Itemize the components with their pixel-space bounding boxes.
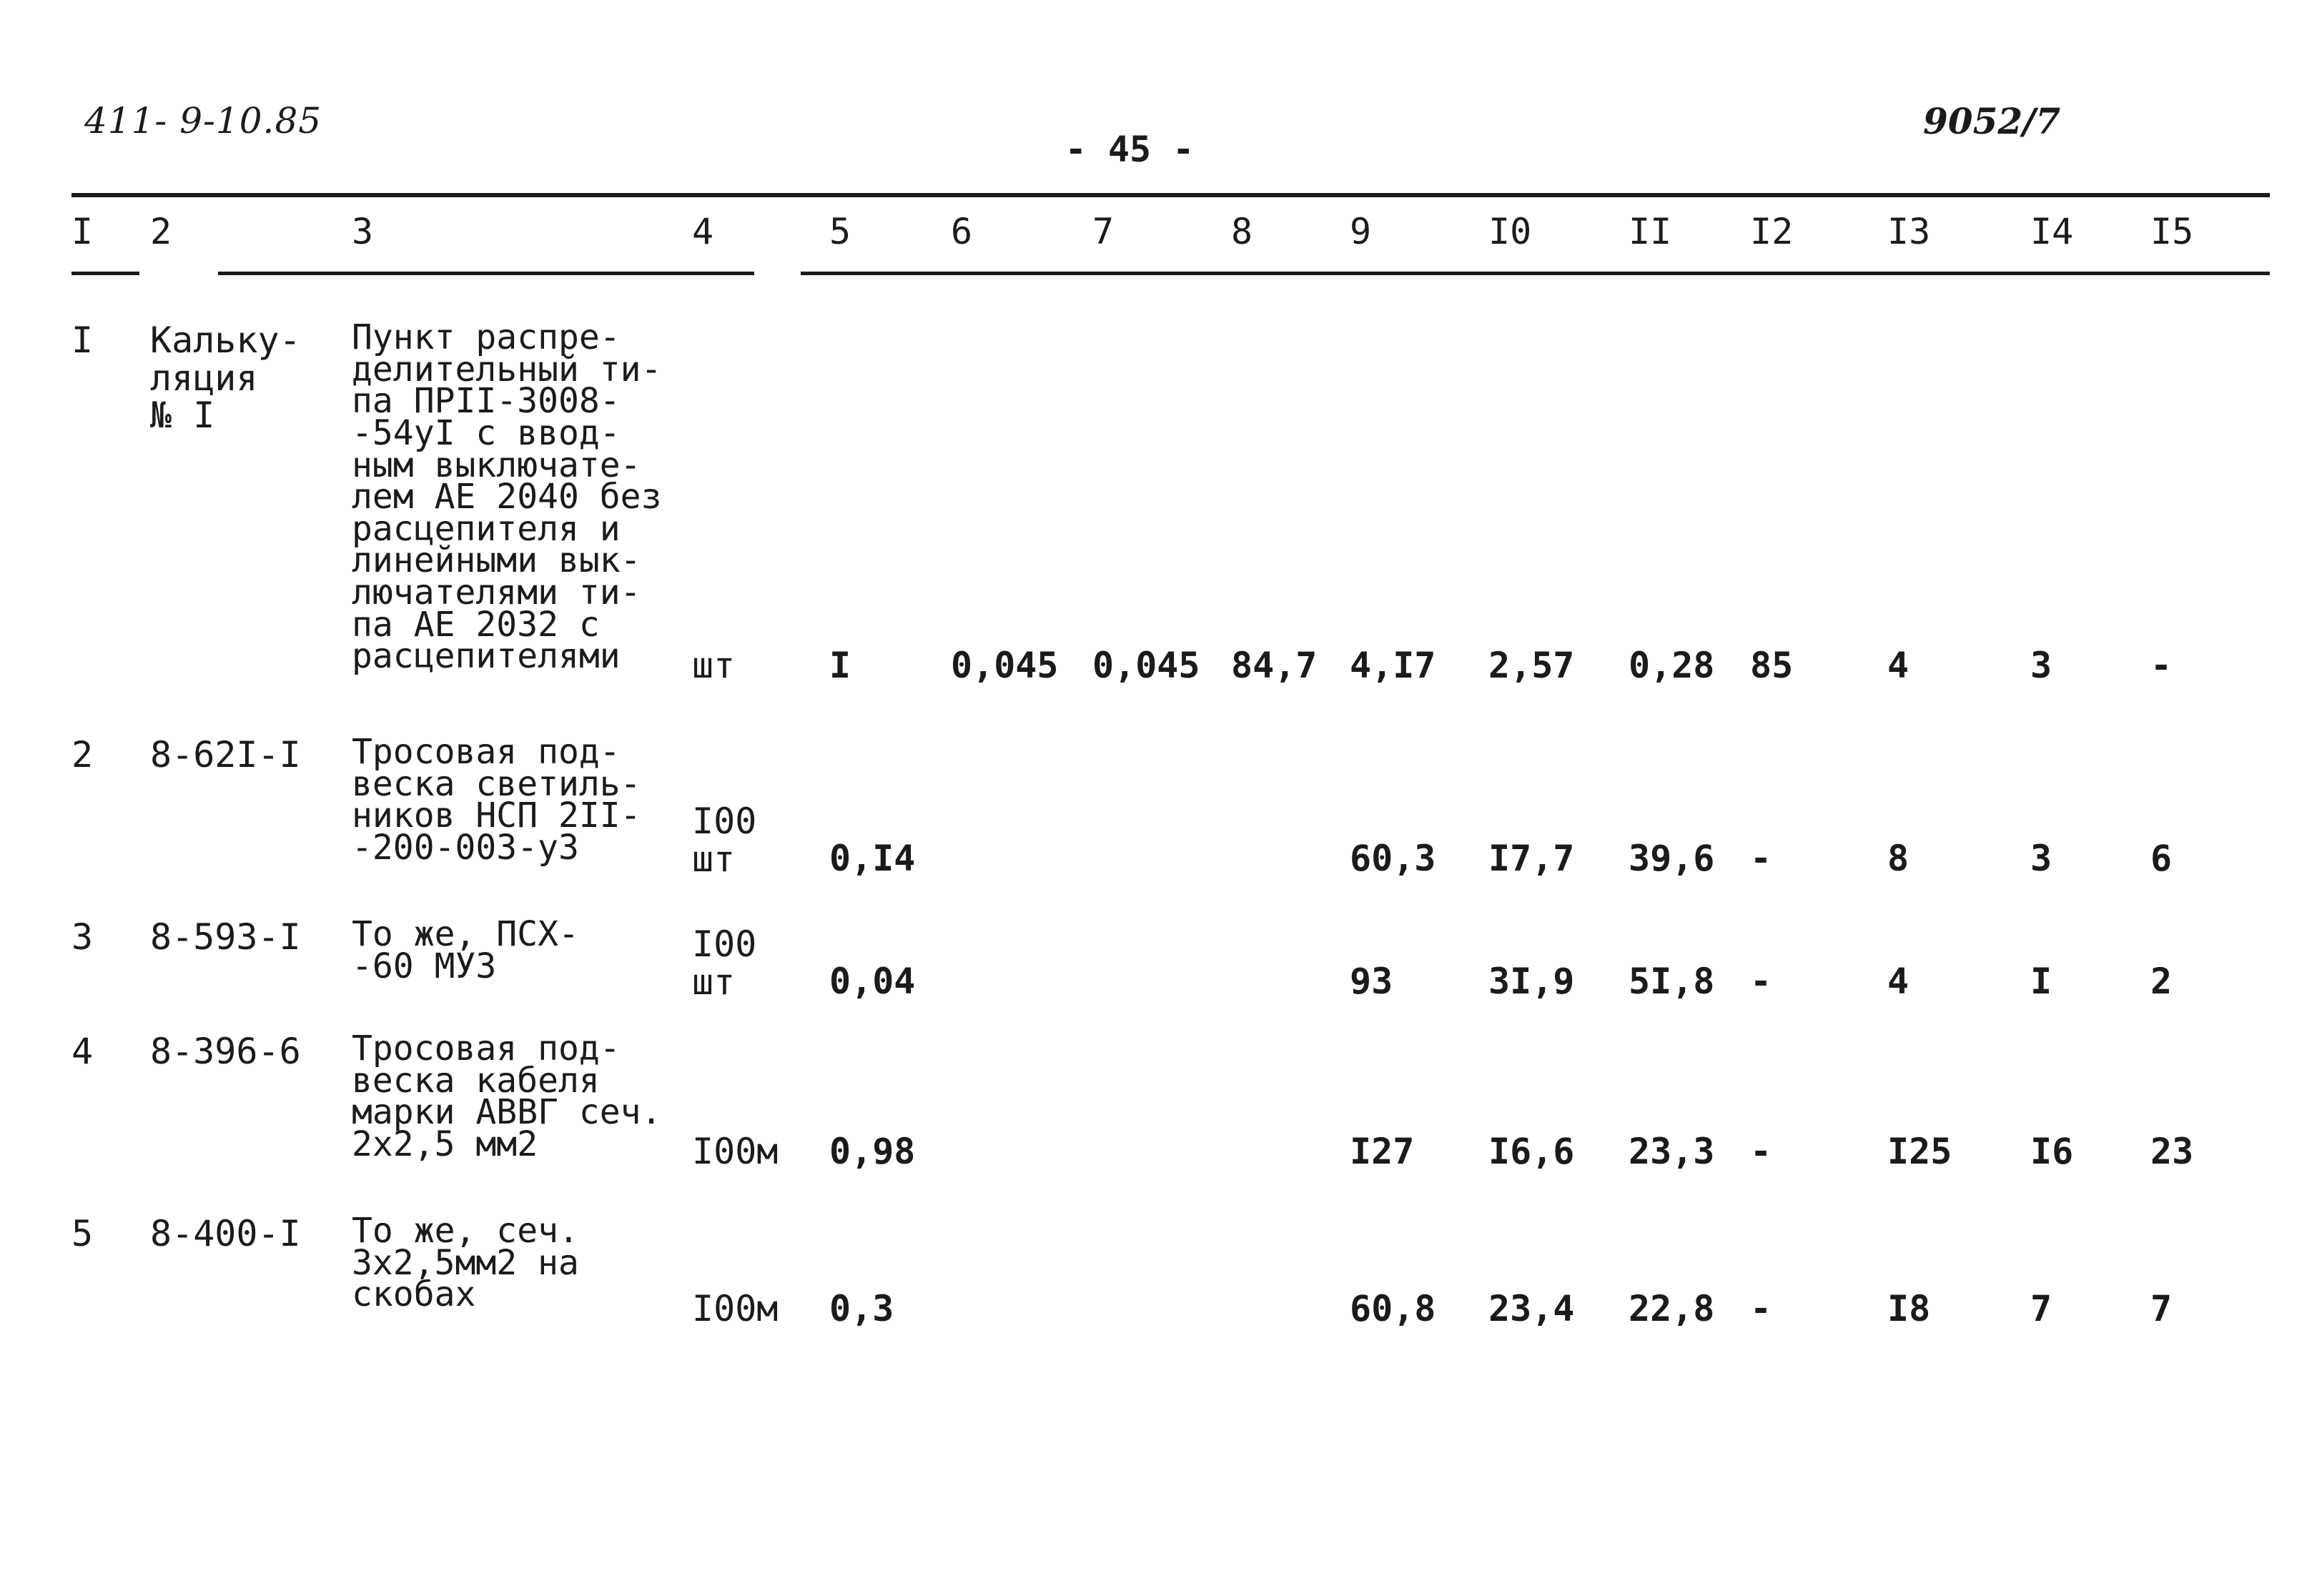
cell-col-15: - [2150, 645, 2173, 686]
cell-col-13: 8 [1887, 838, 1910, 879]
cell-col-2: 8-396-6 [150, 1031, 301, 1072]
column-header-7: 7 [1092, 211, 1115, 252]
cell-col-12: - [1750, 838, 1772, 879]
cell-col-4: I00 шт [692, 923, 757, 1003]
column-header-11: II [1629, 211, 1672, 252]
cell-col-4: I00 шт [692, 801, 757, 880]
column-header-2: 2 [150, 211, 172, 252]
cell-col-9: 60,8 [1350, 1288, 1436, 1329]
document-code: 411- 9-10.85 [84, 100, 322, 142]
header-bottom-rule [218, 272, 754, 275]
cell-col-6: 0,045 [951, 645, 1059, 686]
cell-col-11: 22,8 [1629, 1288, 1715, 1329]
cell-col-11: 23,3 [1629, 1131, 1715, 1172]
cell-col-12: - [1750, 961, 1772, 1002]
cell-col-5: 0,04 [829, 961, 916, 1002]
cell-col-1: 3 [71, 916, 94, 958]
cell-col-1: 5 [71, 1213, 94, 1254]
cell-col-15: 23 [2150, 1131, 2194, 1172]
column-header-5: 5 [829, 211, 851, 252]
cell-col-11: 39,6 [1629, 838, 1715, 879]
cell-col-9: I27 [1350, 1131, 1415, 1172]
cell-col-3: То же, сеч. 3х2,5мм2 на скобах [352, 1211, 579, 1315]
cell-col-8: 84,7 [1231, 645, 1318, 686]
header-bottom-rule [801, 272, 2270, 275]
cell-col-13: 4 [1887, 645, 1910, 686]
cell-col-15: 7 [2150, 1288, 2173, 1329]
page-reference: 9052/7 [1923, 100, 2061, 142]
cell-col-10: I7,7 [1488, 838, 1575, 879]
cell-col-5: 0,3 [829, 1288, 894, 1329]
cell-col-14: 3 [2030, 645, 2052, 686]
header-top-rule [71, 193, 2270, 197]
cell-col-7: 0,045 [1092, 645, 1200, 686]
cell-col-3: То же, ПСХ- -60 МУЗ [352, 914, 579, 986]
cell-col-11: 0,28 [1629, 645, 1715, 686]
column-header-13: I3 [1887, 211, 1931, 252]
cell-col-3: Пункт распре- делительный ти- па ПРII-3008- -54уI с ввод- ным выключате- лем АЕ 2040 без расцепителя и линейными вык- лючателями ти- па АЕ 2032 с расцепителями [352, 317, 662, 677]
cell-col-9: 93 [1350, 961, 1393, 1002]
cell-col-14: I6 [2030, 1131, 2074, 1172]
cell-col-4: I00м [692, 1288, 779, 1329]
cell-col-3: Тросовая под- веска светиль- ников НСП 2II- -200-003-у3 [352, 732, 641, 868]
cell-col-12: - [1750, 1131, 1772, 1172]
column-header-6: 6 [951, 211, 973, 252]
cell-col-5: 0,I4 [829, 838, 916, 879]
column-header-15: I5 [2150, 211, 2194, 252]
cell-col-12: - [1750, 1288, 1772, 1329]
column-header-3: 3 [352, 211, 374, 252]
cell-col-2: 8-400-I [150, 1213, 301, 1254]
column-header-9: 9 [1350, 211, 1372, 252]
cell-col-2: Кальку- ляция № I [150, 319, 301, 436]
cell-col-9: 60,3 [1350, 838, 1436, 879]
cell-col-5: I [829, 645, 851, 686]
cell-col-9: 4,I7 [1350, 645, 1436, 686]
cell-col-15: 2 [2150, 961, 2173, 1002]
cell-col-2: 8-593-I [150, 916, 301, 958]
cell-col-11: 5I,8 [1629, 961, 1715, 1002]
cell-col-14: I [2030, 961, 2052, 1002]
cell-col-14: 3 [2030, 838, 2052, 879]
cell-col-14: 7 [2030, 1288, 2052, 1329]
page-number: - 45 - [1064, 129, 1195, 170]
cell-col-5: 0,98 [829, 1131, 916, 1172]
header-bottom-rule [71, 272, 139, 275]
cell-col-13: 4 [1887, 961, 1910, 1002]
cell-col-10: 23,4 [1488, 1288, 1575, 1329]
cell-col-1: 2 [71, 734, 94, 775]
column-header-1: I [71, 211, 94, 252]
cell-col-13: I25 [1887, 1131, 1952, 1172]
cell-col-10: 3I,9 [1488, 961, 1575, 1002]
cell-col-10: 2,57 [1488, 645, 1575, 686]
cell-col-4: I00м [692, 1131, 779, 1172]
cell-col-3: Тросовая под- веска кабеля марки АВВГ сеч. 2х2,5 мм2 [352, 1029, 662, 1164]
column-header-10: I0 [1488, 211, 1532, 252]
cell-col-12: 85 [1750, 645, 1794, 686]
column-header-14: I4 [2030, 211, 2074, 252]
cell-col-4: шт [692, 645, 736, 686]
cell-col-1: 4 [71, 1031, 94, 1072]
column-header-8: 8 [1231, 211, 1253, 252]
cell-col-13: I8 [1887, 1288, 1931, 1329]
column-header-12: I2 [1750, 211, 1794, 252]
column-header-4: 4 [692, 211, 714, 252]
cell-col-2: 8-62I-I [150, 734, 301, 775]
cell-col-1: I [71, 319, 94, 361]
cell-col-15: 6 [2150, 838, 2173, 879]
cell-col-10: I6,6 [1488, 1131, 1575, 1172]
